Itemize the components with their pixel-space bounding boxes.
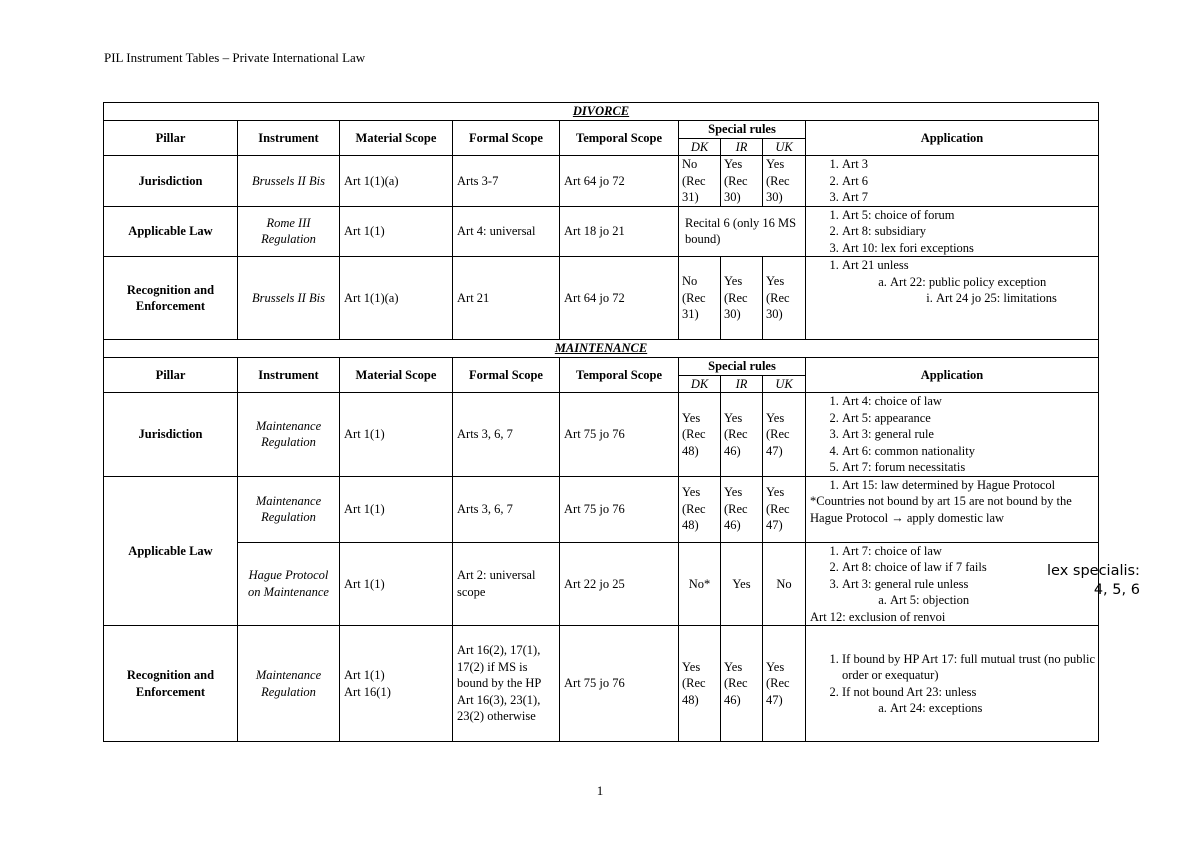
annotation-line-1: lex specialis: bbox=[1047, 563, 1140, 579]
col-uk: UK bbox=[763, 375, 806, 393]
maintenance-applicable-law-row-2 bbox=[104, 542, 1099, 626]
application-item: 5. Art 7: forum necessitatis bbox=[842, 459, 1096, 476]
maintenance-section-row bbox=[104, 340, 1099, 358]
temporal-scope-cell: Art 75 jo 76 bbox=[560, 626, 679, 742]
col-uk: UK bbox=[763, 138, 806, 156]
dk-cell: Yes (Rec 48) bbox=[679, 626, 721, 742]
pillar-cell: Jurisdiction bbox=[104, 393, 238, 477]
col-ir: IR bbox=[721, 375, 763, 393]
pillar-cell: Jurisdiction bbox=[104, 156, 238, 207]
application-item: 1. Art 3 bbox=[842, 156, 1096, 173]
formal-scope-cell: Art 4: universal bbox=[453, 206, 560, 257]
formal-scope-cell: Arts 3, 6, 7 bbox=[453, 393, 560, 477]
col-formal-scope: Formal Scope bbox=[453, 120, 560, 156]
ir-cell: Yes (Rec 46) bbox=[721, 626, 763, 742]
pillar-cell: Recognition and Enforcement bbox=[104, 626, 238, 742]
col-pillar: Pillar bbox=[104, 120, 238, 156]
application-item: 2. Art 5: appearance bbox=[842, 410, 1096, 427]
formal-scope-cell: Art 16(2), 17(1), 17(2) if MS is bound by the HP Art 16(3), 23(1), 23(2) otherwise bbox=[453, 626, 560, 742]
material-scope-cell: Art 1(1) bbox=[340, 206, 453, 257]
maintenance-jurisdiction-row bbox=[104, 393, 1099, 477]
uk-cell: Yes (Rec 47) bbox=[763, 476, 806, 542]
formal-scope-cell: Art 2: universal scope bbox=[453, 542, 560, 626]
application-cell bbox=[806, 156, 1099, 207]
temporal-scope-cell: Art 75 jo 76 bbox=[560, 393, 679, 477]
divorce-applicable-law-row bbox=[104, 206, 1099, 257]
margin-annotation bbox=[1047, 562, 1140, 600]
application-item: 3. Art 3: general rule unless a. Art 5: objection bbox=[842, 576, 1096, 609]
application-cell bbox=[806, 257, 1099, 340]
application-subsubitem: i. Art 24 jo 25: limitations bbox=[936, 290, 1096, 307]
ir-cell: Yes (Rec 30) bbox=[721, 257, 763, 340]
col-special-rules: Special rules bbox=[679, 357, 806, 375]
page-number: 1 bbox=[596, 783, 604, 798]
divorce-jurisdiction-row bbox=[104, 156, 1099, 207]
application-subitem: a. Art 5: objection bbox=[890, 592, 1096, 609]
instrument-cell: Maintenance Regulation bbox=[238, 393, 340, 477]
application-item: 3. Art 3: general rule bbox=[842, 426, 1096, 443]
pillar-cell: Recognition and Enforcement bbox=[104, 257, 238, 340]
dk-cell: Yes (Rec 48) bbox=[679, 476, 721, 542]
application-item: 3. Art 10: lex fori exceptions bbox=[842, 240, 1096, 257]
col-material-scope: Material Scope bbox=[340, 357, 453, 393]
instrument-cell: Rome III Regulation bbox=[238, 206, 340, 257]
application-item: 3. Art 7 bbox=[842, 189, 1096, 206]
formal-scope-cell: Art 21 bbox=[453, 257, 560, 340]
pillar-cell: Applicable Law bbox=[104, 476, 238, 626]
ir-cell: Yes (Rec 30) bbox=[721, 156, 763, 207]
application-cell bbox=[806, 206, 1099, 257]
application-item: 1. Art 21 unless a. Art 22: public policy exception i. Art 24 jo 25: limitations bbox=[842, 257, 1096, 307]
pil-instrument-table bbox=[103, 102, 1099, 742]
divorce-section-title: DIVORCE bbox=[104, 103, 1099, 121]
formal-scope-cell: Arts 3, 6, 7 bbox=[453, 476, 560, 542]
material-scope-cell: Art 1(1) bbox=[340, 542, 453, 626]
temporal-scope-cell: Art 75 jo 76 bbox=[560, 476, 679, 542]
col-special-rules: Special rules bbox=[679, 120, 806, 138]
uk-cell: No bbox=[763, 542, 806, 626]
application-item: 2. Art 8: subsidiary bbox=[842, 223, 1096, 240]
application-note: Art 12: exclusion of renvoi bbox=[810, 609, 946, 624]
application-item: 1. Art 4: choice of law bbox=[842, 393, 1096, 410]
temporal-scope-cell: Art 22 jo 25 bbox=[560, 542, 679, 626]
maintenance-header-row bbox=[104, 357, 1099, 375]
application-item: 1. Art 5: choice of forum bbox=[842, 207, 1096, 224]
divorce-recognition-row bbox=[104, 257, 1099, 340]
col-ir: IR bbox=[721, 138, 763, 156]
col-application: Application bbox=[806, 120, 1099, 156]
col-material-scope: Material Scope bbox=[340, 120, 453, 156]
application-subitem: a. Art 24: exceptions bbox=[890, 700, 1096, 717]
document-header: PIL Instrument Tables – Private International Law bbox=[104, 50, 366, 65]
application-item: 4. Art 6: common nationality bbox=[842, 443, 1096, 460]
material-scope-cell: Art 1(1) bbox=[340, 476, 453, 542]
application-item: 2. Art 8: choice of law if 7 fails bbox=[842, 559, 1096, 576]
application-item: 1. Art 15: law determined by Hague Protocol bbox=[842, 477, 1096, 494]
instrument-cell: Maintenance Regulation bbox=[238, 626, 340, 742]
uk-cell: Yes (Rec 30) bbox=[763, 156, 806, 207]
application-item: 1. Art 7: choice of law bbox=[842, 543, 1096, 560]
ir-cell: Yes bbox=[721, 542, 763, 626]
material-scope-cell: Art 1(1) bbox=[340, 393, 453, 477]
formal-scope-cell: Arts 3-7 bbox=[453, 156, 560, 207]
uk-cell: Yes (Rec 47) bbox=[763, 626, 806, 742]
instrument-cell: Hague Protocol on Maintenance bbox=[238, 542, 340, 626]
instrument-cell: Maintenance Regulation bbox=[238, 476, 340, 542]
maintenance-applicable-law-row-1 bbox=[104, 476, 1099, 542]
application-cell bbox=[806, 476, 1099, 542]
material-scope-cell: Art 1(1)(a) bbox=[340, 257, 453, 340]
col-instrument: Instrument bbox=[238, 120, 340, 156]
application-note: *Countries not bound by art 15 are not bound by the Hague Protocol → apply domestic law bbox=[810, 494, 1072, 525]
temporal-scope-cell: Art 64 jo 72 bbox=[560, 156, 679, 207]
application-subitem: a. Art 22: public policy exception i. Art 24 jo 25: limitations bbox=[890, 274, 1096, 307]
col-pillar: Pillar bbox=[104, 357, 238, 393]
temporal-scope-cell: Art 64 jo 72 bbox=[560, 257, 679, 340]
application-cell bbox=[806, 626, 1099, 742]
application-item: 1. If bound by HP Art 17: full mutual trust (no public order or exequatur) bbox=[842, 651, 1096, 684]
pillar-cell: Applicable Law bbox=[104, 206, 238, 257]
dk-cell: Yes (Rec 48) bbox=[679, 393, 721, 477]
col-formal-scope: Formal Scope bbox=[453, 357, 560, 393]
uk-cell: Yes (Rec 47) bbox=[763, 393, 806, 477]
material-scope-cell: Art 1(1) Art 16(1) bbox=[340, 626, 453, 742]
ir-cell: Yes (Rec 46) bbox=[721, 476, 763, 542]
col-dk: DK bbox=[679, 375, 721, 393]
application-cell bbox=[806, 393, 1099, 477]
material-scope-cell: Art 1(1)(a) bbox=[340, 156, 453, 207]
annotation-line-2: 4, 5, 6 bbox=[1093, 582, 1140, 598]
col-temporal-scope: Temporal Scope bbox=[560, 120, 679, 156]
dk-cell: No (Rec 31) bbox=[679, 156, 721, 207]
col-temporal-scope: Temporal Scope bbox=[560, 357, 679, 393]
col-application: Application bbox=[806, 357, 1099, 393]
col-instrument: Instrument bbox=[238, 357, 340, 393]
maintenance-section-title: MAINTENANCE bbox=[104, 340, 1099, 358]
divorce-section-row bbox=[104, 103, 1099, 121]
dk-cell: No (Rec 31) bbox=[679, 257, 721, 340]
temporal-scope-cell: Art 18 jo 21 bbox=[560, 206, 679, 257]
application-item: 2. If not bound Art 23: unless a. Art 24: exceptions bbox=[842, 684, 1096, 717]
uk-cell: Yes (Rec 30) bbox=[763, 257, 806, 340]
ir-cell: Yes (Rec 46) bbox=[721, 393, 763, 477]
instrument-cell: Brussels II Bis bbox=[238, 156, 340, 207]
divorce-header-row bbox=[104, 120, 1099, 138]
col-dk: DK bbox=[679, 138, 721, 156]
instrument-cell: Brussels II Bis bbox=[238, 257, 340, 340]
maintenance-recognition-row bbox=[104, 626, 1099, 742]
application-item: 2. Art 6 bbox=[842, 173, 1096, 190]
dk-cell: No* bbox=[679, 542, 721, 626]
special-rules-cell: Recital 6 (only 16 MS bound) bbox=[679, 206, 806, 257]
